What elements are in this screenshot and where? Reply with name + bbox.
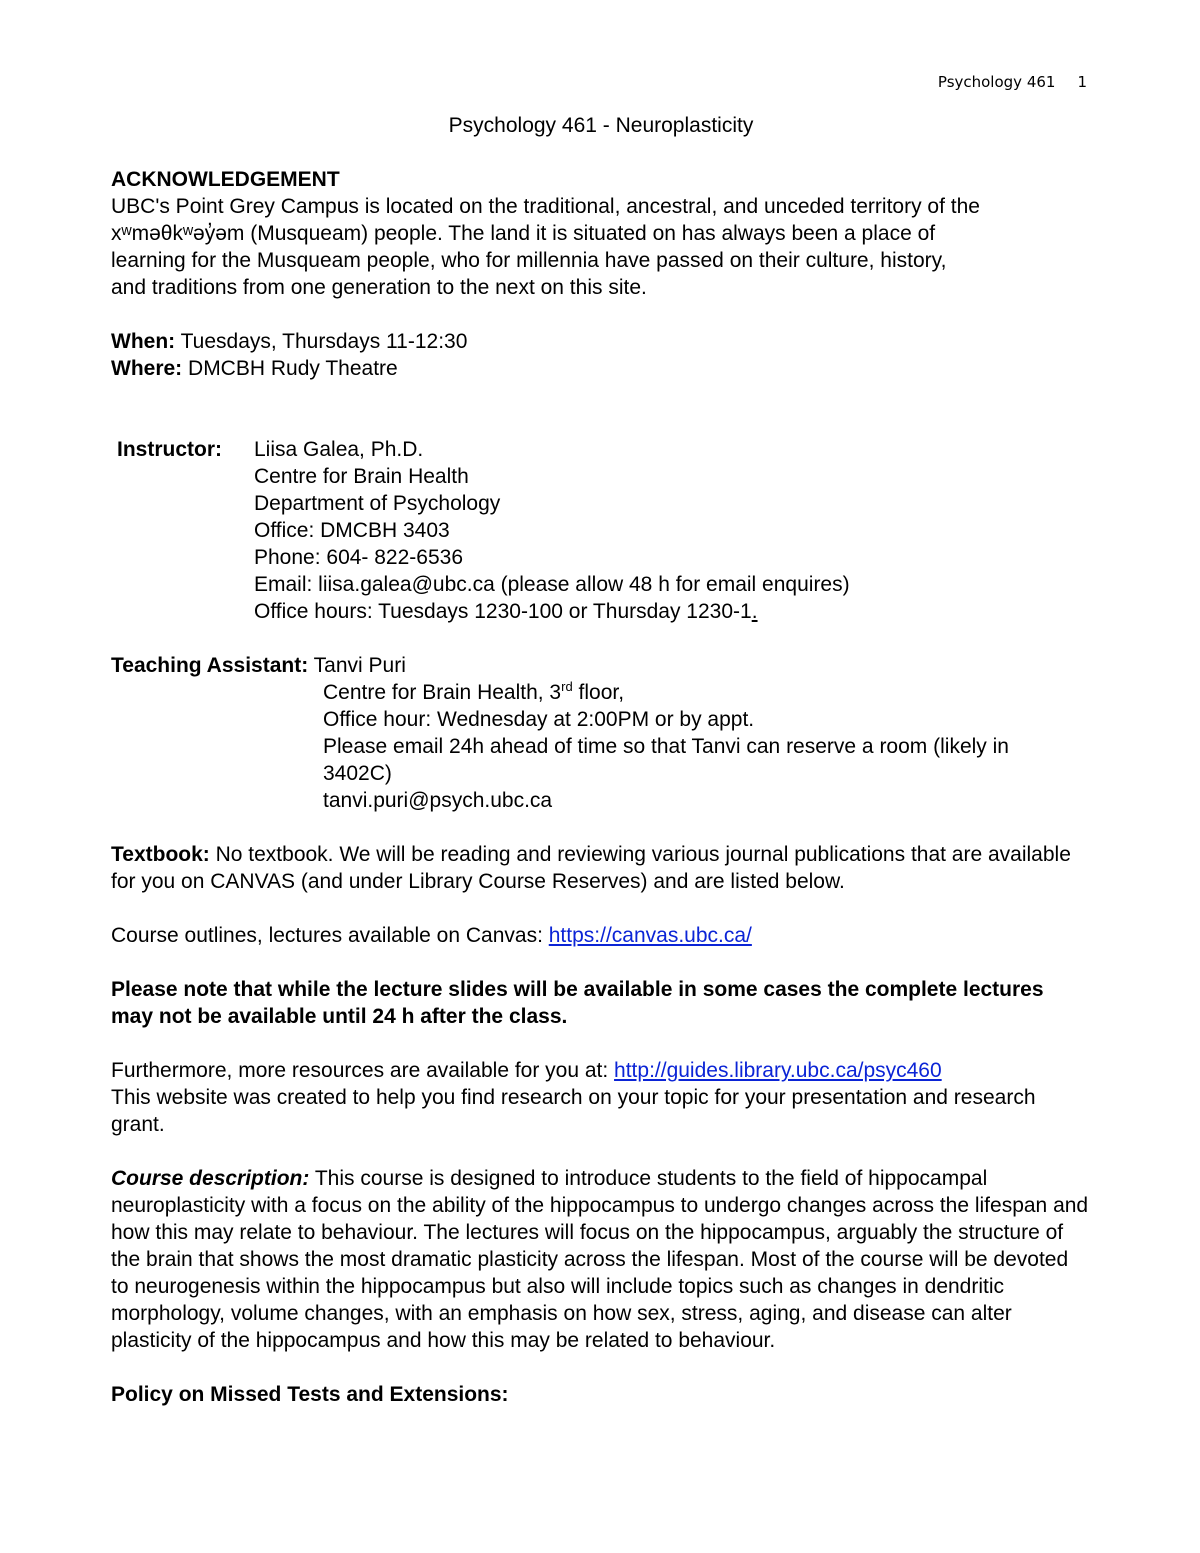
ta-details: [111, 679, 1083, 814]
policy-heading: Policy on Missed Tests and Extensions:: [111, 1383, 509, 1406]
acknowledgement-heading: ACKNOWLEDGEMENT: [111, 168, 340, 191]
acknowledgement-section: [111, 166, 1091, 301]
document-body: [111, 112, 1091, 1408]
ta-section: [111, 652, 1091, 814]
ta-room-note: Please email 24h ahead of time so that Tanvi can reserve a room (likely in 3402C): [323, 735, 1009, 785]
textbook-text: No textbook. We will be reading and reviewing various journal publications that are available for you on CANVAS (and under Library Course Reserves) and are listed below.: [111, 843, 1071, 893]
acknowledgement-line-3: learning for the Musqueam people, who for millennia have passed on their culture, history,: [111, 249, 947, 272]
ta-heading-line: [111, 652, 1091, 679]
where-line: [111, 355, 1091, 382]
document-title: Psychology 461 - Neuroplasticity: [448, 114, 754, 137]
ta-location-post: floor,: [572, 681, 625, 704]
resources-link[interactable]: http://guides.library.ubc.ca/psyc460: [614, 1059, 942, 1082]
course-description-label: Course description:: [111, 1167, 310, 1190]
when-value: Tuesdays, Thursdays 11-12:30: [175, 330, 468, 353]
canvas-paragraph: [111, 922, 1091, 949]
ta-location: [323, 679, 1083, 706]
acknowledgement-line-2: xʷməθkʷəy̓əm (Musqueam) people. The land it is situated on has always been a place of: [111, 222, 936, 245]
acknowledgement-line-1: UBC's Point Grey Campus is located on the traditional, ancestral, and unceded territory of the: [111, 195, 980, 218]
office-hours-end: .: [751, 600, 758, 623]
where-label: Where:: [111, 357, 183, 380]
course-description-text: This course is designed to introduce students to the field of hippocampal neuroplasticity with a focus on the ability of the hippocampus to undergo changes across the lifespan and how this may relate to behaviour. The lectures will focus on the hippocampus, arguably the structure of the brain that shows the most dramatic plasticity across the lifespan. Most of the course will be devoted to neurogenesis within the hippocampus but also will include topics such as changes in dendritic morphology, volume changes, with an emphasis on how sex, stress, aging, and disease can alter plasticity of the hippocampus and how this may be related to behaviour.: [111, 1167, 1089, 1352]
ta-label: Teaching Assistant:: [111, 654, 309, 677]
schedule-section: [111, 328, 1091, 382]
lecture-note: Please note that while the lecture slides will be available in some cases the complete lectures may not be available until 24 h after the class.: [111, 978, 1044, 1028]
instructor-label: Instructor:: [117, 438, 222, 461]
ta-location-text: Centre for Brain Health, 3: [323, 681, 562, 704]
instructor-office: Office: DMCBH 3403: [254, 519, 450, 542]
ta-location-sup: rd: [561, 679, 573, 694]
when-label: When:: [111, 330, 176, 353]
office-hours-text: Office hours: Tuesdays 1230-100 or Thursday 1230-1: [254, 600, 752, 623]
resources-after: This website was created to help you find research on your topic for your presentation and research grant.: [111, 1086, 1036, 1136]
ta-office-hour: Office hour: Wednesday at 2:00PM or by appt.: [323, 708, 755, 731]
instructor-section: [111, 436, 1091, 625]
acknowledgement-line-4: and traditions from one generation to the next on this site.: [111, 276, 647, 299]
instructor-centre: Centre for Brain Health: [254, 465, 469, 488]
instructor-name: Liisa Galea, Ph.D.: [254, 438, 424, 461]
textbook-paragraph: [111, 841, 1091, 895]
instructor-phone: Phone: 604- 822-6536: [254, 546, 464, 569]
instructor-office-hours: [254, 598, 1091, 625]
running-title: Psychology 461: [937, 73, 1056, 91]
instructor-details: [254, 436, 1091, 625]
running-header: [938, 72, 1087, 92]
resources-line: [111, 1057, 1091, 1084]
ta-name: Tanvi Puri: [308, 654, 406, 677]
canvas-link[interactable]: https://canvas.ubc.ca/: [548, 924, 752, 947]
when-line: [111, 328, 1091, 355]
resources-paragraph: [111, 1057, 1091, 1138]
course-description-paragraph: [111, 1165, 1091, 1354]
instructor-department: Department of Psychology: [254, 492, 501, 515]
page-number: 1: [1077, 73, 1087, 91]
instructor-email: Email: liisa.galea@ubc.ca (please allow 48 h for email enquires): [254, 573, 850, 596]
canvas-text: Course outlines, lectures available on Canvas:: [111, 924, 549, 947]
textbook-label: Textbook:: [111, 843, 210, 866]
ta-email: tanvi.puri@psych.ubc.ca: [323, 789, 553, 812]
where-value: DMCBH Rudy Theatre: [182, 357, 398, 380]
resources-text: Furthermore, more resources are available for you at:: [111, 1059, 615, 1082]
